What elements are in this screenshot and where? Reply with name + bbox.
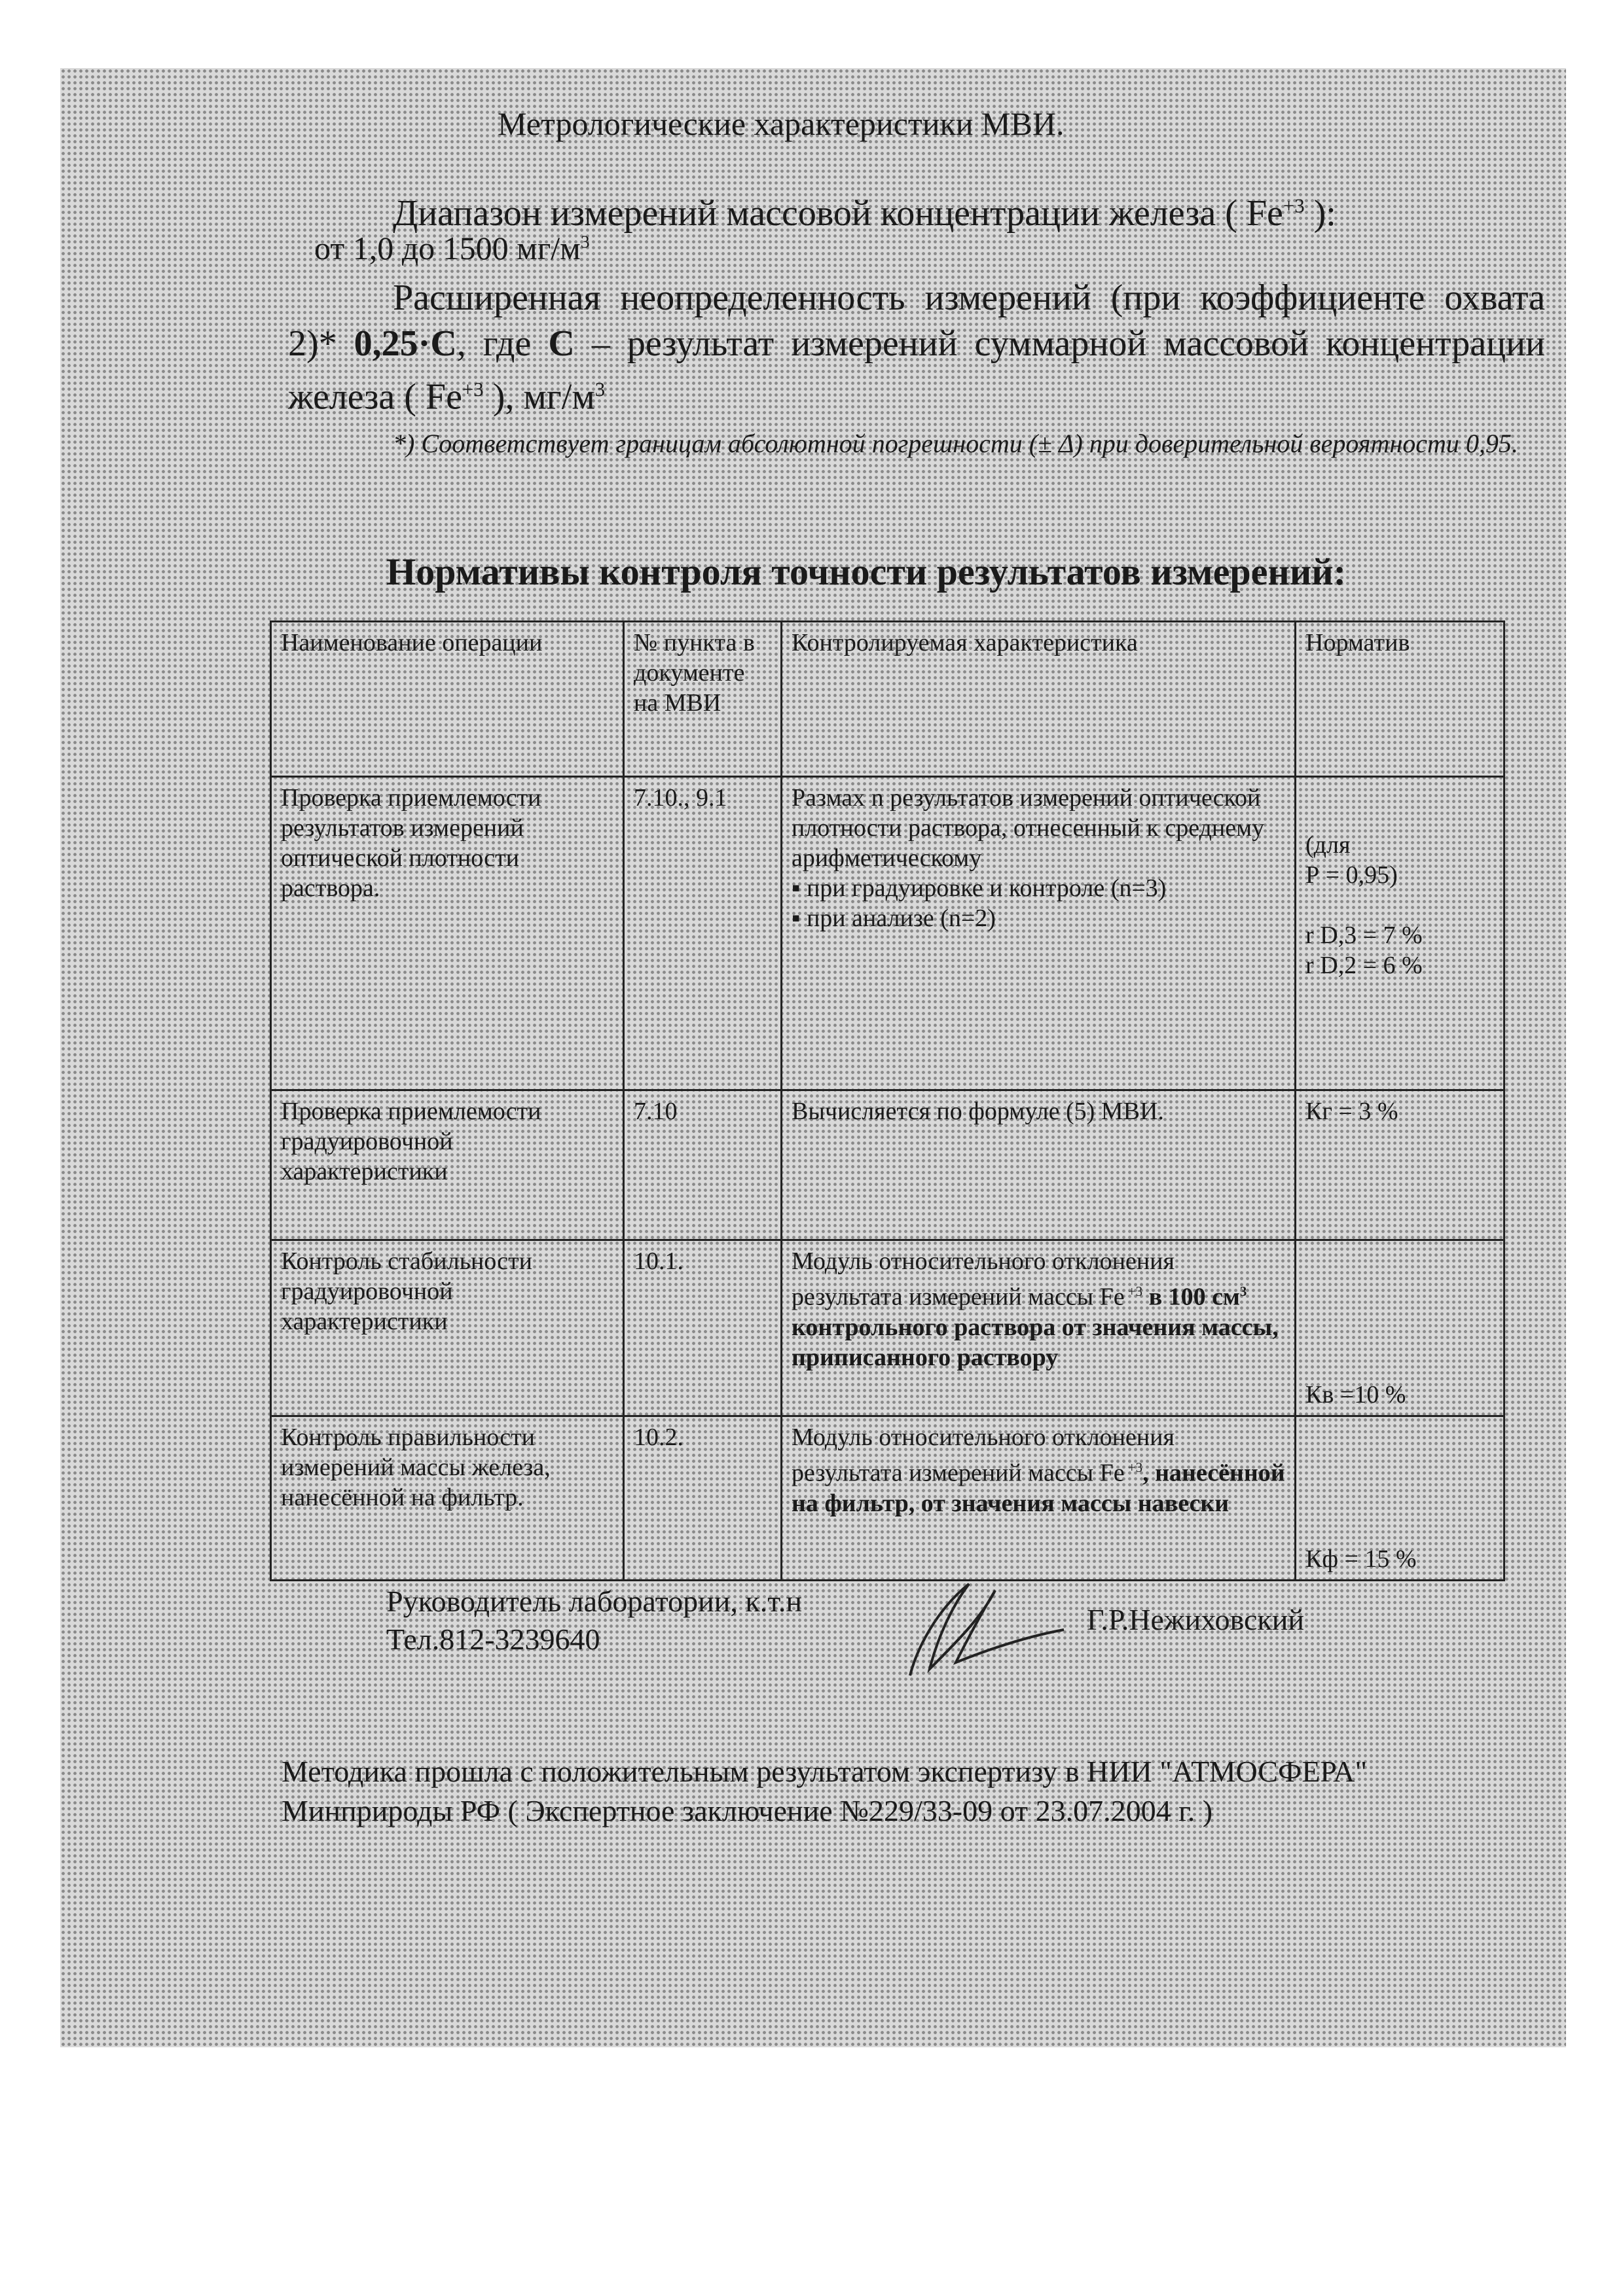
table-row	[271, 1090, 1504, 1240]
phone-number: Тел.812-3239640	[386, 1623, 600, 1656]
cell-characteristic: Вычисляется по формуле (5) МВИ.	[782, 1090, 1296, 1240]
header-item: № пункта в документе на МВИ	[624, 622, 782, 777]
signatory-title: Руководитель лаборатории, к.т.н	[386, 1585, 802, 1618]
control-norms-table	[270, 620, 1505, 1581]
cell-norm: Кв =10 %	[1296, 1240, 1504, 1416]
bullet-calibration: ▪ при градуировке и контроле (n=3)	[792, 874, 1167, 902]
signatory-name: Г.Р.Нежиховский	[1087, 1603, 1304, 1636]
range-line-2: от 1,0 до 1500 $мг/м^3$	[314, 230, 590, 266]
header-operation: Наименование операции	[271, 622, 624, 777]
cell-norm: (для Р = 0,95) r D,3 = 7 % r D,2 = 6 %	[1296, 777, 1504, 1090]
cell-characteristic: Размах n результатов измерений оптической плотности раствора, отнесенный к среднему арифметическому ▪ при градуировке и контроле (n=3) ▪ при анализе (n=2)	[782, 777, 1296, 1090]
handwritten-signature	[890, 1571, 1067, 1682]
uncertainty-paragraph: Расширенная неопределенность измерений (при коэффициенте охвата 2)* 0,25·С, где С – результат измерений суммарной массовой концентрации железа ( $Fe^{+3}$ ), $мг/м^3$	[288, 278, 1546, 418]
bullet-analysis: ▪ при анализе (n=2)	[792, 905, 996, 932]
table-row	[271, 1240, 1504, 1416]
cell-item: 7.10., 9.1	[624, 777, 782, 1090]
table-header-row	[271, 622, 1504, 777]
cell-norm: Кф = 15 %	[1296, 1416, 1504, 1581]
cell-characteristic: Модуль относительного отклонения результата измерений массы Fe $^{+3}$, нанесённой на фильтр, от значения массы навески	[782, 1416, 1296, 1581]
header-characteristic: Контролируемая характеристика	[782, 622, 1296, 777]
expertise-note-line-1: Методика прошла с положительным результатом экспертизу в НИИ "АТМОСФЕРА"	[282, 1755, 1368, 1788]
table-row	[271, 1416, 1504, 1581]
cell-operation: Проверка приемлемости результатов измерений оптической плотности раствора.	[271, 777, 624, 1090]
footnote: *) Соответствует границам абсолютной погрешности (± Δ) при доверительной вероятности 0,95.	[393, 429, 1518, 458]
page-title: Метрологические характеристики МВИ.	[498, 105, 1065, 142]
cell-item: 7.10	[624, 1090, 782, 1240]
cell-operation: Проверка приемлемости градуировочной характеристики	[271, 1090, 624, 1240]
cell-item: 10.1.	[624, 1240, 782, 1416]
cell-operation: Контроль стабильности градуировочной характеристики	[271, 1240, 624, 1416]
cell-item: 10.2.	[624, 1416, 782, 1581]
cell-characteristic: Модуль относительного отклонения результата измерений массы Fe $^{+3}$ в 100 $см^3$ контрольного раствора от значения массы, приписанного раствору	[782, 1240, 1296, 1416]
section-heading: Нормативы контроля точности результатов измерений:	[386, 550, 1346, 593]
table-row	[271, 777, 1504, 1090]
cell-operation: Контроль правильности измерений массы железа, нанесённой на фильтр.	[271, 1416, 624, 1581]
header-norm: Норматив	[1296, 622, 1504, 777]
cell-norm: Кг = 3 %	[1296, 1090, 1504, 1240]
range-line-1: Диапазон измерений массовой концентрации железа ( $Fe^{+3}$ ):	[393, 193, 1336, 234]
expertise-note-line-2: Минприроды РФ ( Экспертное заключение №229/33-09 от 23.07.2004 г. )	[282, 1794, 1213, 1827]
